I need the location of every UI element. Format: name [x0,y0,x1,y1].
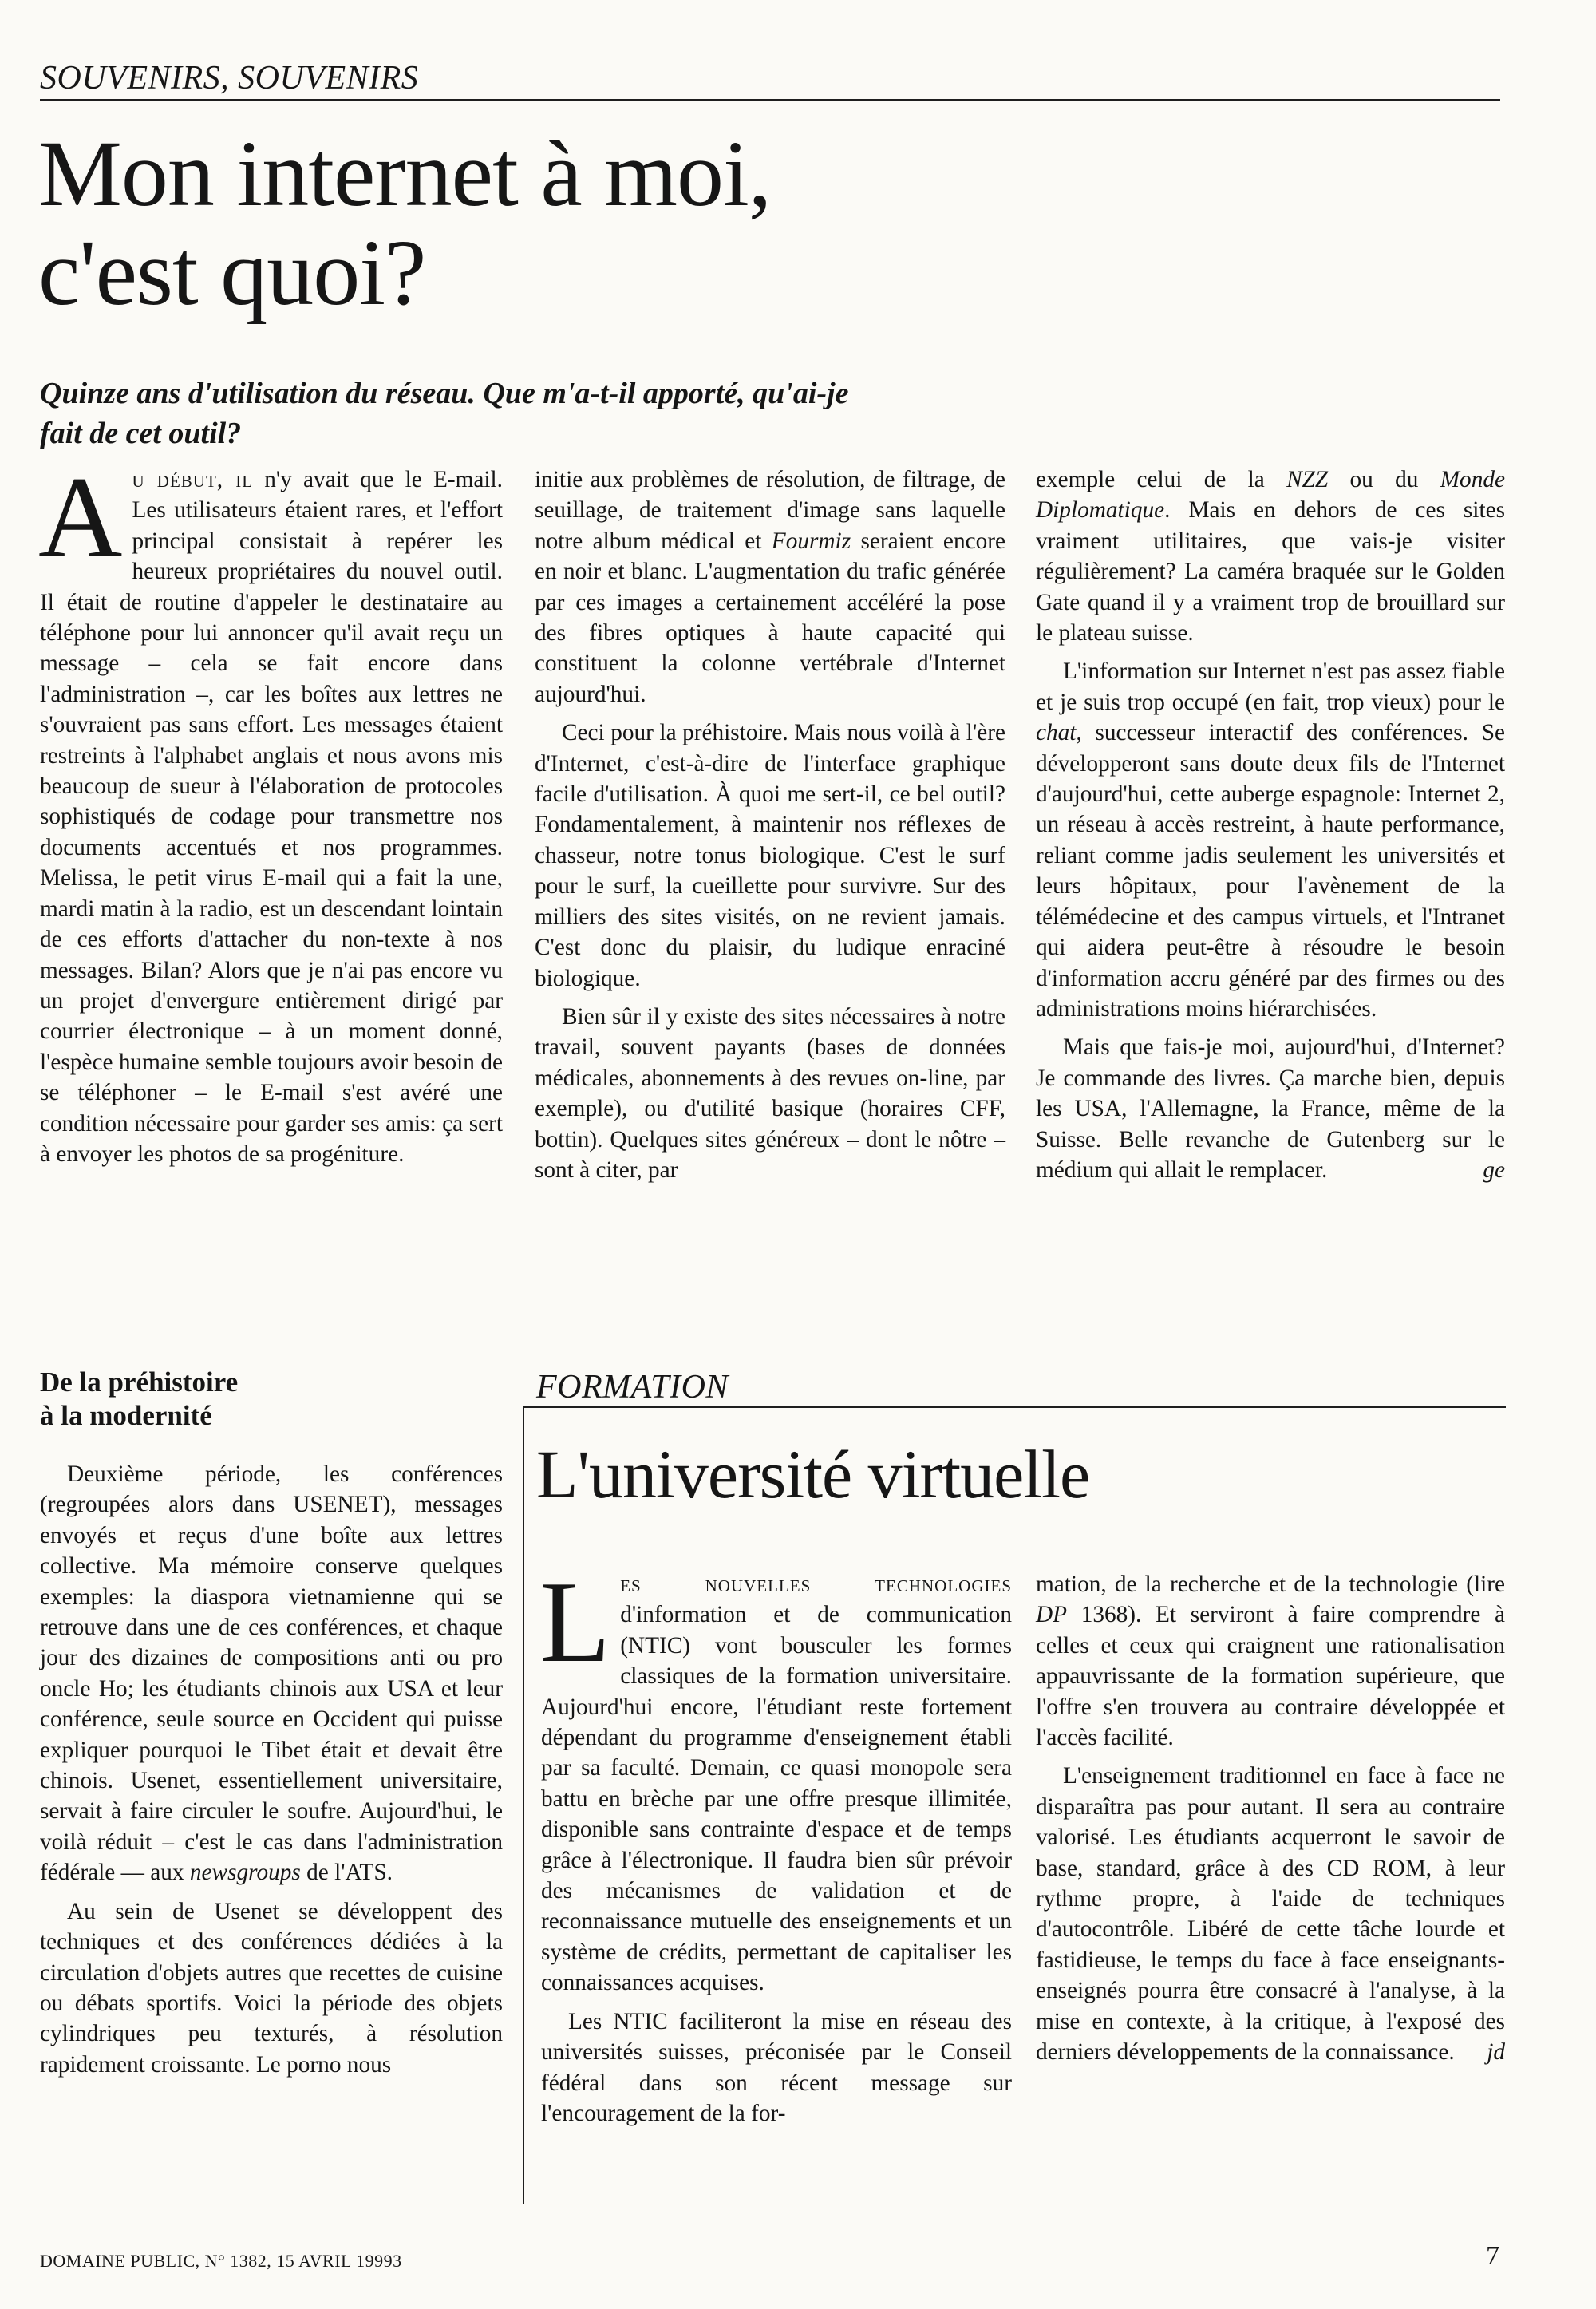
drop-cap: L [539,1557,611,1686]
kicker-rule [523,1406,1506,1408]
paragraph: Au sein de Usenet se développent des techniques et des conférences dédiées à la circulation d'objets autres que recettes de cuisine ou débats sportifs. Voici la période des objets cylindriques peu texturés, à résolution rapidement croissante. Le porno nous [40,1898,503,2078]
article1-column-2 [535,465,1005,1185]
section-kicker: FORMATION [536,1369,729,1406]
paragraph [38,453,504,1169]
paragraph: L'information sur Internet n'est pas assez fiable et je suis trop occupé (en fait, trop vieux) pour le chat, successeur interactif des conférences. Se développeront sans doute deux fils de l'Internet d'aujourd'hui, cette auberge espagnole: Internet 2, un réseau à accès restreint, à haute performance, reliant comme jadis seulement les universités et leurs hôpitaux, pour l'avènement de la télémédecine et des campus virtuels, et l'Intranet qui aidera peut-être à résoudre le besoin d'information accru généré par des firmes ou des administrations moins hiérarchisées. [1036,658,1505,1022]
paragraph: initie aux problèmes de résolution, de filtrage, de seuillage, de traitement d'image sans laquelle notre album médical et Fourmiz seraient encore en noir et blanc. L'augmentation du trafic générée par ces images a certainement accéléré la pose des fibres optiques à haute capacité qui constituent la colonne vertébrale d'Internet aujourd'hui. [535,467,1005,707]
paragraph: Bien sûr il y existe des sites nécessaires à notre travail, souvent payants (bases de données médicales, abonnements à des revues on-line, par exemple), ou d'utilité basique (horaires CFF, bottin). Quelques sites généreux – dont le nôtre – sont à citer, par [535,1003,1005,1183]
section-kicker: SOUVENIRS, SOUVENIRS [40,60,419,97]
article2-column-1 [539,1557,1012,2129]
paragraph: Les NTIC faciliteront la mise en réseau des universités suisses, préconisée par le Conseil fédéral dans son récent message sur l'encouragement de la for- [541,2008,1012,2126]
emphasis: newsgroups [189,1860,301,1886]
emphasis: NZZ [1286,467,1329,492]
small-caps-opening: u début, il [132,467,254,492]
paragraph-text: n'y avait que le E-mail. Les utilisateurs étaient rares, et l'effort principal consistait à repérer les heureux propriétaires du nouvel outil. Il était de routine d'appeler le destinataire au téléphone pour lui annoncer qu'il avait reçu un message – cela se fait encore dans l'administration –, car les boîtes aux lettres ne s'ouvraient pas sans effort. Les messages étaient restreints à l'alphabet anglais et nous avons mis beaucoup de sueur à l'élaboration de protocoles sophistiqués de codage pour transmettre nos documents accentués et nos programmes. Melissa, le petit virus E-mail qui a fait la une, mardi matin à la radio, est un descendant lointain de ces efforts d'attacher du non-texte à nos messages. Bilan? Alors que je n'ai pas encore vu un projet d'envergure entièrement dirigé par courrier électronique – à un moment donné, l'espèce humaine semble toujours avoir besoin de se téléphoner – le E-mail s'est avéré une condition nécessaire pour garder ses amis: ça sert à envoyer les photos de sa progéniture. [40,467,504,1167]
subheading-line-2: à la modernité [40,1400,212,1431]
paragraph: Deuxième période, les conférences (regroupées alors dans USENET), messages envoyés et reçus d'une boîte aux lettres collective. Ma mémoire conserve quelques exemples: la diaspora vietnamienne qui se retrouve dans une de ces conférences, et chaque jour des dizaines de compositions anti ou pro oncle Ho; les étudiants chinois aux USA et leur conférence, seule source en Occident qui puisse expliquer pourquoi le Tibet était et devait être chinois. Usenet, essentiellement universitaire, servait à faire circuler le soufre. Aujourd'hui, le voilà réduit – c'est le cas dans l'administration fédérale — aux newsgroups de l'ATS. [40,1461,503,1886]
paragraph: Ceci pour la préhistoire. Mais nous voilà à l'ère d'Internet, c'est-à-dire de l'interface graphique facile d'utilisation. À quoi me sert-il, ce bel outil? Fondamentalement, à maintenir nos réflexes de chasseur, notre tonus biologique. C'est le surf pour le surf, la cueillette pour survivre. Sur des milliers des sites visités, on ne revient jamais. C'est donc du plaisir, du ludique enraciné biologique. [535,720,1005,991]
author-signature: jd [1487,2039,1505,2066]
paragraph: L'enseignement traditionnel en face à face ne disparaîtra pas pour autant. Il sera au contraire valorisé. Les étudiants acquerront le savoir de base, standard, grâce à des CD ROM, à leur rythme propre, à l'aide de techniques d'autocontrôle. Libéré de cette tâche lourde et fastidieuse, le temps du face à face enseignants-enseignés pourra être consacré à l'analyse, à la mise en contexte, à la critique, à l'exposé des derniers développements de la connaissance. jd [1036,1761,1505,2067]
emphasis: Fourmiz [771,528,851,554]
small-caps-opening: es nouvelles technologies [620,1572,1012,1597]
article-title: L'université virtuelle [536,1436,1090,1512]
paragraph: mation, de la recherche et de la technologie (lire DP 1368). Et serviront à faire comprendre à celles et ceux qui craignent une rationalisation appauvrissante de la formation supérieure, que l'offre s'en trouvera au contraire développée et l'accès facilité. [1036,1572,1505,1751]
paragraph: Mais que fais-je moi, aujourd'hui, d'Internet? Je commande des livres. Ça marche bien, depuis les USA, l'Allemagne, la France, même de la Suisse. Belle revanche de Gutenberg sur le médium qui allait le remplacer. ge [1036,1032,1505,1185]
emphasis: Monde Diplomatique [1036,467,1505,524]
article-lead [40,374,1157,453]
subheading [40,1366,503,1433]
article-title [38,121,772,325]
column-divider [523,1406,524,2204]
emphasis: chat [1036,720,1077,746]
paragraph: exemple celui de la NZZ ou du Monde Diplomatique. Mais en dehors de ces sites vraiment utilitaires, que vais-je visiter régulièrement? La caméra braquée sur le Golden Gate quand il y a vraiment trop de brouillard sur le plateau suisse. [1036,467,1505,646]
lead-line-1: Quinze ans d'utilisation du réseau. Que m'a-t-il apporté, qu'ai-je [40,377,849,410]
title-line-1: Mon internet à moi, [38,121,772,226]
article2-column-2 [1036,1569,1505,2068]
article1-column-1-continued [40,1459,503,2080]
publication-footer: DOMAINE PUBLIC, N° 1382, 15 AVRIL 19993 [40,2251,402,2271]
page-number: 7 [1486,2241,1499,2271]
title-line-2: c'est quoi? [38,220,426,325]
article1-column-1 [38,453,504,1169]
paragraph: Les nouvelles technologies d'information et de communication (NTIC) vont bousculer les formes classiques de la formation universitaire. Aujourd'hui encore, l'étudiant reste fortement dépendant du programme d'enseignement établi par sa faculté. Demain, ce quasi monopole sera battu en brèche par une offre presque illimitée, disponible sans contrainte d'espace et de temps grâce à l'électronique. Il faudra bien sûr prévoir des mécanismes de validation et de reconnaissance mutuelle des enseignements et un système de crédits, permettant de capitaliser les connaissances acquises. [539,1557,1012,1996]
drop-cap: A [38,453,123,582]
author-signature: ge [1483,1156,1505,1183]
lead-line-2: fait de cet outil? [40,417,242,450]
emphasis: DP [1036,1602,1068,1628]
article1-column-3 [1036,465,1505,1185]
subheading-line-1: De la préhistoire [40,1366,239,1398]
kicker-rule [40,99,1500,101]
